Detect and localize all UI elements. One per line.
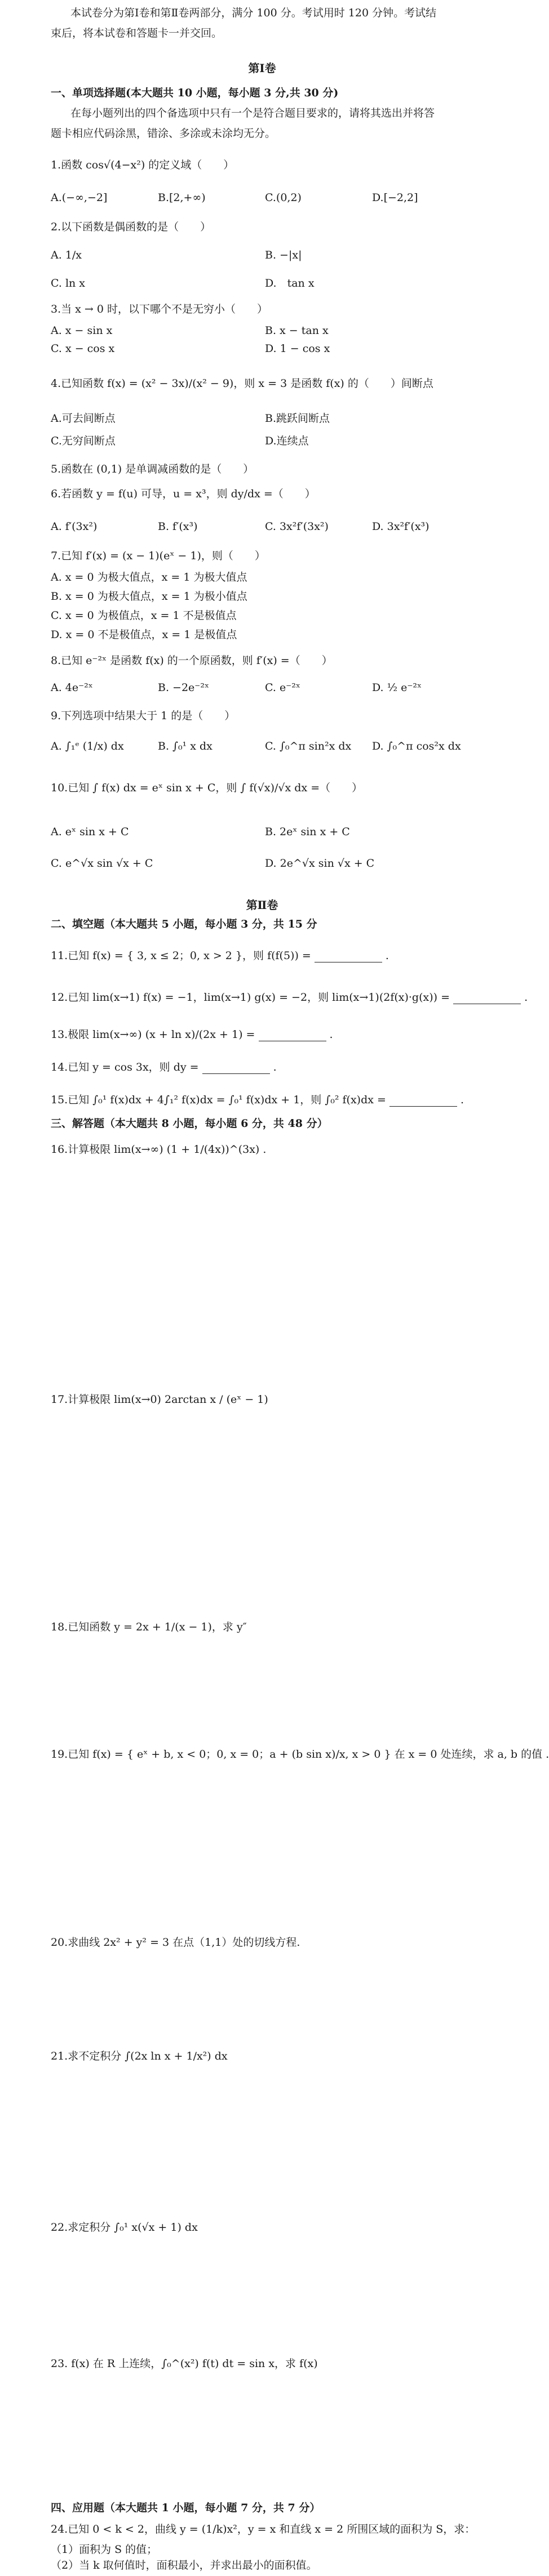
q7-option-c: C. x = 0 为极值点，x = 1 不是极值点 (51, 609, 237, 622)
answer-22: 22.求定积分 ∫₀¹ x(√x + 1) dx (51, 2221, 198, 2234)
fill-11 (51, 947, 479, 964)
q2-stem: 2.以下函数是偶函数的是（ ） (51, 221, 211, 233)
q10-option-c: C. e^√x sin √x + C (51, 857, 153, 870)
fill-14-stem: 14.已知 y = cos 3x，则 dy = (51, 1061, 199, 1073)
q4-option-d: D.连续点 (265, 435, 309, 447)
q4-option-a: A.可去间断点 (51, 412, 116, 425)
q9-option-c: C. ∫₀^π sin²x dx (265, 740, 352, 752)
fill-12-stem: 12.已知 lim(x→1) f(x) = −1，lim(x→1) g(x) = −2，则 lim(x→1)(2f(x)·g(x)) = (51, 991, 450, 1004)
answer-16: 16.计算极限 lim(x→∞) (1 + 1/(4x))^(3x) . (51, 1143, 267, 1156)
q8-stem: 8.已知 e⁻²ˣ 是函数 f(x) 的一个原函数，则 f′(x) =（ ） (51, 654, 333, 667)
q2-option-d: D. tan x (265, 277, 315, 289)
section1-instruction-2: 题卡相应代码涂黑，错涂、多涂或未涂均无分。 (51, 127, 276, 140)
q7-option-b: B. x = 0 为极大值点，x = 1 为极小值点 (51, 590, 247, 603)
section4-heading: 四、应用题（本大题共 1 小题，每小题 7 分，共 7 分） (51, 2502, 321, 2514)
q10-option-d: D. 2e^√x sin √x + C (265, 857, 375, 870)
q9-option-a: A. ∫₁ᵉ (1/x) dx (51, 740, 124, 752)
fill-12-blank (453, 992, 521, 1004)
q9-option-b: B. ∫₀¹ x dx (158, 740, 212, 752)
q6-option-a: A. f′(3x²) (51, 520, 98, 533)
q10-stem: 10.已知 ∫ f(x) dx = eˣ sin x + C，则 ∫ f(√x)/√x dx =（ ） (51, 782, 363, 794)
q9-stem: 9.下列选项中结果大于 1 的是（ ） (51, 710, 236, 722)
fill-13-tail: . (329, 1028, 333, 1041)
q4-options-row2 (51, 433, 479, 449)
fill-11-blank (315, 951, 382, 962)
fill-12 (51, 989, 528, 1006)
fill-14 (51, 1059, 479, 1076)
q2-option-c: C. ln x (51, 277, 86, 289)
answer-24-sub1: （1）面积为 S 的值； (51, 2543, 158, 2556)
section1-heading: 一、单项选择题(本大题共 10 小题，每小题 3 分,共 30 分) (51, 87, 339, 99)
q3-option-b: B. x − tan x (265, 324, 329, 337)
q1-stem: 1.函数 cos√(4−x²) 的定义域（ ） (51, 159, 234, 171)
q9-option-d: D. ∫₀^π cos²x dx (372, 740, 461, 752)
q10-option-a: A. eˣ sin x + C (51, 826, 129, 838)
section3-heading: 三、解答题（本大题共 8 小题，每小题 6 分，共 48 分） (51, 1117, 328, 1130)
q1-options (51, 189, 479, 206)
q10-options-row1 (51, 823, 479, 840)
q6-option-c: C. 3x²f′(3x²) (265, 520, 329, 533)
q3-option-a: A. x − sin x (51, 324, 113, 337)
fill-15-blank (389, 1095, 457, 1107)
q5-stem: 5.函数在 (0,1) 是单调减函数的是（ ） (51, 463, 254, 475)
q4-option-c: C.无穷间断点 (51, 435, 116, 447)
q4-stem: 4.已知函数 f(x) = (x² − 3x)/(x² − 9)，则 x = 3 是函数 f(x) 的（ ）间断点 (51, 377, 433, 390)
section1-instruction-1: 在每小题列出的四个备选项中只有一个是符合题目要求的，请将其选出并将答 (70, 107, 435, 119)
section2-heading: 二、填空题（本大题共 5 小题，每小题 3 分，共 15 分 (51, 918, 317, 930)
q7-option-d: D. x = 0 不是极值点，x = 1 是极值点 (51, 629, 237, 641)
fill-14-tail: . (273, 1061, 277, 1073)
q1-option-a: A.(−∞,−2] (51, 191, 108, 204)
q10-options-row2 (51, 855, 479, 872)
q8-option-b: B. −2e⁻²ˣ (158, 681, 209, 694)
q3-options-row1 (51, 322, 479, 339)
q6-option-b: B. f′(x³) (158, 520, 198, 533)
q1-option-b: B.[2,+∞) (158, 191, 206, 204)
q9-options (51, 738, 479, 755)
q6-options (51, 518, 479, 535)
q7-option-a: A. x = 0 为极大值点，x = 1 为极大值点 (51, 571, 247, 583)
answer-23: 23. f(x) 在 R 上连续，∫₀^(x²) f(t) dt = sin x，求 f(x) (51, 2357, 318, 2370)
q4-options-row1 (51, 410, 479, 427)
q3-stem: 3.当 x → 0 时，以下哪个不是无穷小（ ） (51, 303, 268, 315)
fill-15-tail: . (461, 1094, 464, 1106)
q6-option-d: D. 3x²f′(x³) (372, 520, 430, 533)
answer-21: 21.求不定积分 ∫(2x ln x + 1/x²) dx (51, 2050, 228, 2062)
q8-options (51, 679, 479, 696)
fill-11-stem: 11.已知 f(x) = { 3, x ≤ 2；0, x > 2 }，则 f(f(5)) = (51, 950, 311, 962)
answer-18: 18.已知函数 y = 2x + 1/(x − 1)，求 y″ (51, 1621, 247, 1633)
q3-option-d: D. 1 − cos x (265, 342, 330, 355)
fill-15-stem: 15.已知 ∫₀¹ f(x)dx + 4∫₁² f(x)dx = ∫₀¹ f(x)dx + 1，则 ∫₀² f(x)dx = (51, 1094, 386, 1106)
q3-option-c: C. x − cos x (51, 342, 115, 355)
q6-stem: 6.若函数 y = f(u) 可导，u = x³，则 dy/dx =（ ） (51, 488, 316, 500)
q1-option-c: C.(0,2) (265, 191, 302, 204)
q1-option-d: D.[−2,2] (372, 191, 418, 204)
q2-options-row2 (51, 275, 479, 292)
fill-12-tail: . (524, 991, 528, 1004)
part2-title: 第Ⅱ卷 (246, 898, 278, 912)
part1-title: 第Ⅰ卷 (248, 61, 276, 75)
fill-15 (51, 1091, 479, 1108)
notice-line-1: 本试卷分为第Ⅰ卷和第Ⅱ卷两部分，满分 100 分。考试用时 120 分钟。考试结 (70, 7, 437, 19)
fill-14-blank (202, 1062, 270, 1074)
q2-options-row1 (51, 247, 479, 264)
fill-11-tail: . (385, 950, 389, 962)
q10-option-b: B. 2eˣ sin x + C (265, 826, 350, 838)
fill-13 (51, 1026, 479, 1043)
q8-option-a: A. 4e⁻²ˣ (51, 681, 93, 694)
answer-20: 20.求曲线 2x² + y² = 3 在点（1,1）处的切线方程. (51, 1936, 300, 1949)
q2-option-b: B. −|x| (265, 249, 302, 261)
q8-option-d: D. ½ e⁻²ˣ (372, 681, 422, 694)
fill-13-blank (259, 1029, 326, 1041)
answer-24: 24.已知 0 < k < 2，曲线 y = (1/k)x²，y = x 和直线 x = 2 所围区域的面积为 S，求： (51, 2523, 476, 2535)
q4-option-b: B.跳跃间断点 (265, 412, 330, 425)
q7-stem: 7.已知 f′(x) = (x − 1)(eˣ − 1)，则（ ） (51, 550, 265, 562)
answer-24-sub2: （2）当 k 取何值时，面积最小，并求出最小的面积值。 (51, 2559, 317, 2571)
notice-line-2: 束后，将本试卷和答题卡一并交回。 (51, 27, 223, 39)
q2-option-a: A. 1/x (51, 249, 82, 261)
q3-options-row2 (51, 340, 479, 357)
fill-13-stem: 13.极限 lim(x→∞) (x + ln x)/(2x + 1) = (51, 1028, 255, 1041)
answer-19: 19.已知 f(x) = { eˣ + b, x < 0；0, x = 0；a + (b sin x)/x, x > 0 } 在 x = 0 处连续，求 a, b 的值 . (51, 1748, 549, 1761)
q8-option-c: C. e⁻²ˣ (265, 681, 300, 694)
answer-17: 17.计算极限 lim(x→0) 2arctan x / (eˣ − 1) (51, 1393, 268, 1406)
